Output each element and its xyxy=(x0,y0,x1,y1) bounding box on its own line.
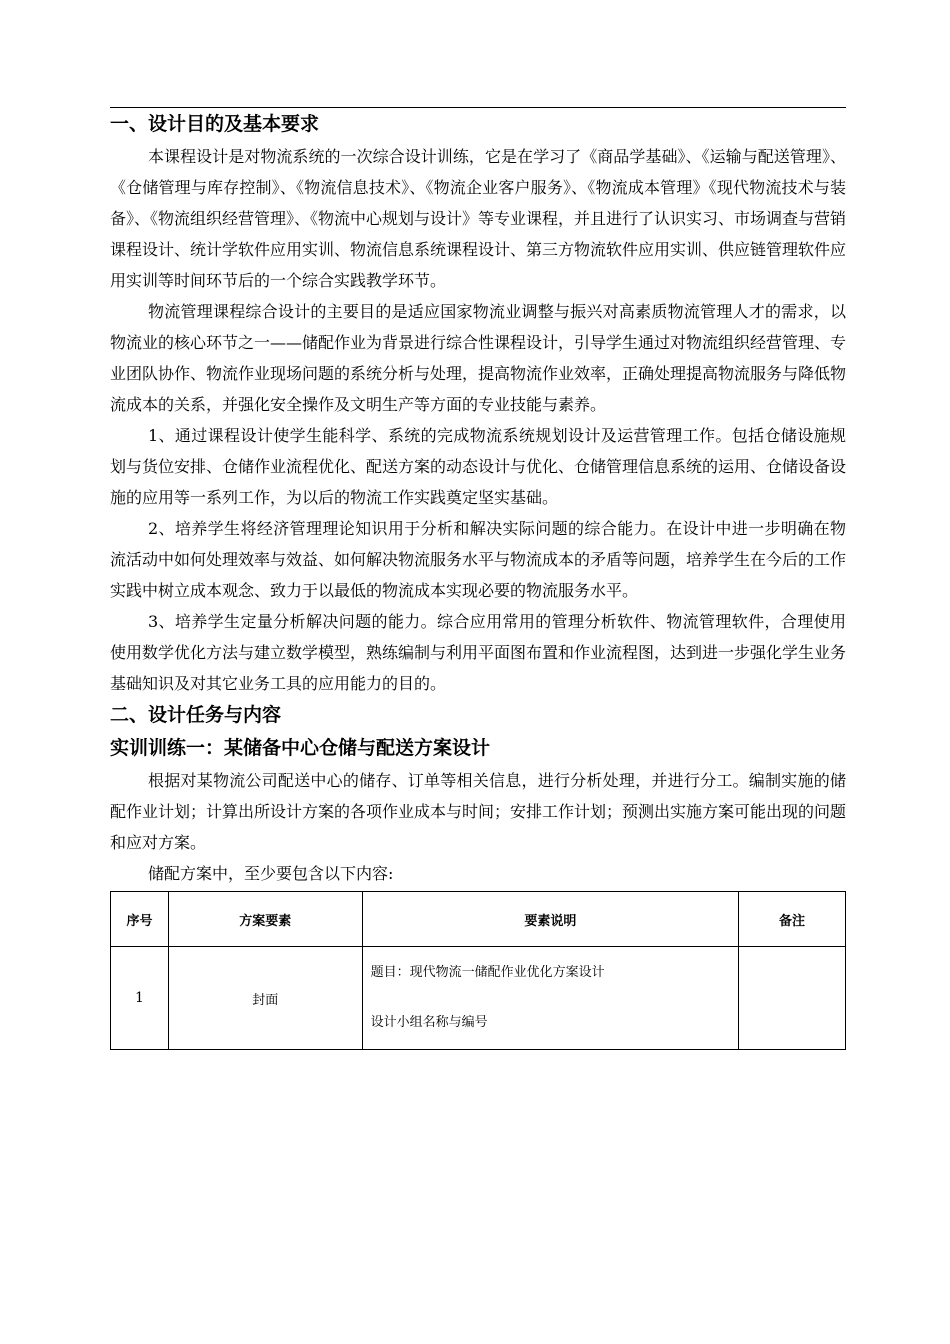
document-body xyxy=(110,108,846,1050)
header-note: 备注 xyxy=(739,892,846,947)
paragraph: 本课程设计是对物流系统的一次综合设计训练，它是在学习了《商品学基础》、《运输与配送管理》、《仓储管理与库存控制》、《物流信息技术》、《物流企业客户服务》、《物流成本管理》《现代物流技术与装备》、《物流组织经营管理》、《物流中心规划与设计》等专业课程，并且进行了认识实习、市场调查与营销课程设计、统计学软件应用实训、物流信息系统课程设计、第三方物流软件应用实训、供应链管理软件应用实训等时间环节后的一个综合实践教学环节。 xyxy=(110,147,847,290)
table-header-row xyxy=(111,892,846,947)
cell-no: 1 xyxy=(111,947,169,1050)
training-subheading: 实训训练一：某储备中心仓储与配送方案设计 xyxy=(110,737,491,759)
paragraph: 3、培养学生定量分析解决问题的能力。综合应用常用的管理分析软件、物流管理软件，合理使用使用数学优化方法与建立数学模型，熟练编制与利用平面图布置和作业流程图，达到进一步强化学生业务基础知识及对其它业务工具的应用能力的目的。 xyxy=(110,612,847,693)
section-1-heading: 一、设计目的及基本要求 xyxy=(110,113,320,135)
cell-note xyxy=(739,947,846,1050)
paragraph: 物流管理课程综合设计的主要目的是适应国家物流业调整与振兴对高素质物流管理人才的需求，以物流业的核心环节之一——储配作业为背景进行综合性课程设计，引导学生通过对物流组织经营管理、专业团队协作、物流作业现场问题的系统分析与处理，提高物流作业效率，正确处理提高物流服务与降低物流成本的关系，并强化安全操作及文明生产等方面的专业技能与素养。 xyxy=(110,302,847,414)
cell-description xyxy=(362,947,738,1050)
description-line: 设计小组名称与编号 xyxy=(370,1015,488,1030)
section-2-heading: 二、设计任务与内容 xyxy=(110,704,282,726)
paragraph: 根据对某物流公司配送中心的储存、订单等相关信息，进行分析处理，并进行分工。编制实施的储配作业计划；计算出所设计方案的各项作业成本与时间；安排工作计划；预测出实施方案可能出现的问题和应对方案。 xyxy=(110,771,847,852)
header-no: 序号 xyxy=(111,892,169,947)
description-line: 题目：现代物流一储配作业优化方案设计 xyxy=(370,965,605,980)
paragraph: 1、通过课程设计使学生能科学、系统的完成物流系统规划设计及运营管理工作。包括仓储设施规划与货位安排、仓储作业流程优化、配送方案的动态设计与优化、仓储管理信息系统的运用、仓储设备设施的应用等一系列工作，为以后的物流工作实践奠定坚实基础。 xyxy=(110,426,847,507)
table-row xyxy=(111,947,846,1050)
plan-elements-table xyxy=(110,891,846,1050)
cell-element: 封面 xyxy=(168,947,362,1050)
header-element: 方案要素 xyxy=(168,892,362,947)
paragraph: 2、培养学生将经济管理理论知识用于分析和解决实际问题的综合能力。在设计中进一步明确在物流活动中如何处理效率与效益、如何解决物流服务水平与物流成本的矛盾等问题，培养学生在今后的工作实践中树立成本观念、致力于以最低的物流成本实现必要的物流服务水平。 xyxy=(110,519,847,600)
paragraph: 储配方案中，至少要包含以下内容: xyxy=(148,864,394,883)
header-description: 要素说明 xyxy=(362,892,738,947)
